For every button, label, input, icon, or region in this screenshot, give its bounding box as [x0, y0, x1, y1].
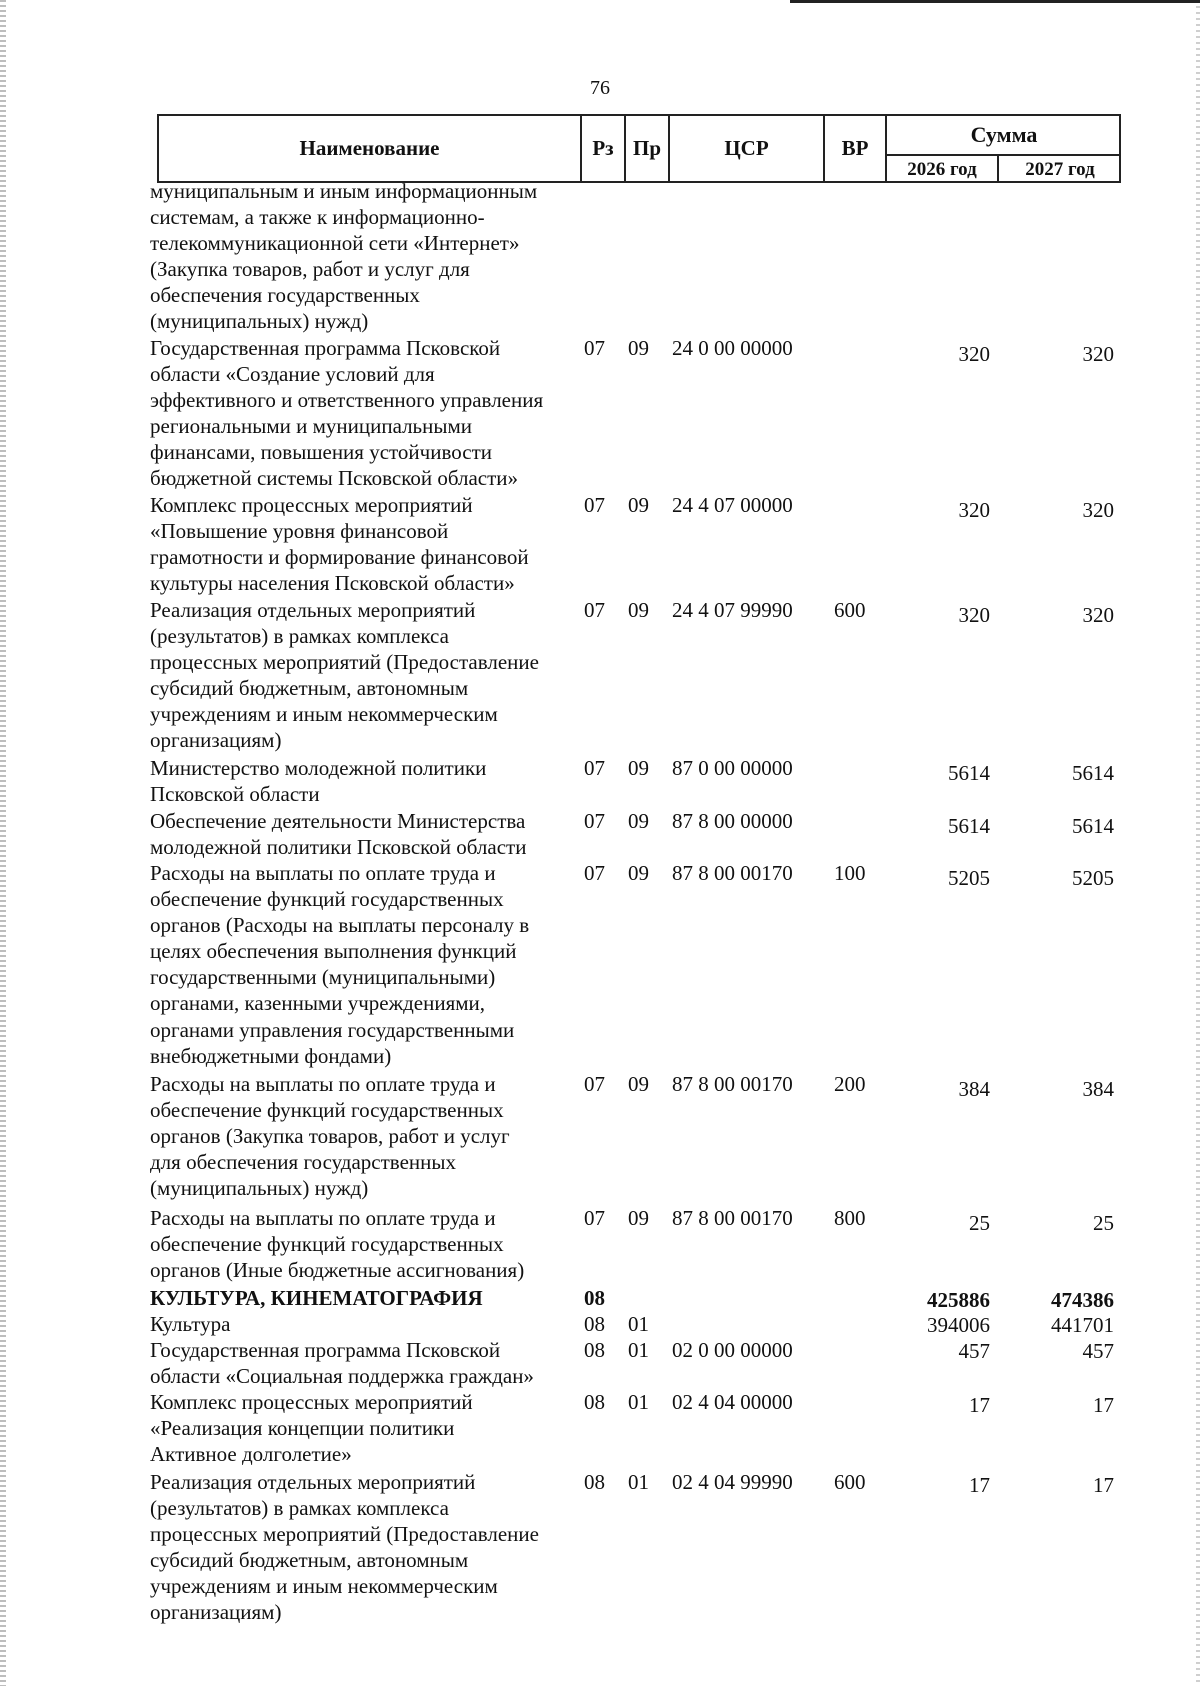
row-csr: 87 8 00 00000 [672, 809, 793, 833]
row-csr: 87 8 00 00170 [672, 861, 793, 885]
row-pr: 09 [628, 1072, 649, 1096]
row-value-2027: 441701 [1051, 1313, 1114, 1337]
table-header [157, 114, 1121, 183]
row-pr: 01 [628, 1470, 649, 1494]
row-value-2027: 5614 [1072, 814, 1114, 838]
header-name: Наименование [299, 136, 440, 160]
row-rz: 08 [584, 1286, 605, 1310]
row-rz: 07 [584, 493, 605, 517]
scan-edge-left [0, 0, 6, 1686]
row-csr: 24 4 07 99990 [672, 598, 793, 622]
row-csr: 24 4 07 00000 [672, 493, 793, 517]
header-sum-divider [887, 154, 1121, 156]
row-pr: 01 [628, 1312, 649, 1336]
row-rz: 08 [584, 1390, 605, 1414]
row-value-2026: 320 [958, 603, 990, 627]
row-pr: 09 [628, 598, 649, 622]
row-rz: 07 [584, 809, 605, 833]
row-value-2027: 5205 [1072, 866, 1114, 890]
row-value-2026: 394006 [927, 1313, 990, 1337]
row-pr: 09 [628, 493, 649, 517]
row-pr: 01 [628, 1390, 649, 1414]
row-name: муниципальным и иным информационным системам, а также к информационно- телекоммуникационной сети «Интернет» (Закупка товаров, работ и услуг для обеспечения государственных (муниципальных) нужд) [150, 179, 538, 334]
row-name: Расходы на выплаты по оплате труда и обеспечение функций государственных органов (Расходы на выплаты персоналу в целях обеспечения выполнения функций государственными (муниципальными) органами, казенными учреждениями, органами управления государственными внебюджетными фондами) [150, 861, 530, 1068]
header-pr: Пр [632, 136, 661, 160]
page-number: 76 [590, 77, 610, 99]
row-rz: 07 [584, 1072, 605, 1096]
row-vr: 100 [834, 861, 866, 885]
row-name: Культура [150, 1312, 231, 1336]
row-value-2026: 17 [969, 1473, 990, 1497]
row-name: Обеспечение деятельности Министерства молодежной политики Псковской области [150, 809, 527, 860]
row-value-2026: 384 [958, 1077, 990, 1101]
row-name: Государственная программа Псковской области «Социальная поддержка граждан» [150, 1338, 534, 1389]
row-csr: 02 4 04 00000 [672, 1390, 793, 1414]
row-value-2026: 5614 [948, 814, 990, 838]
row-pr: 01 [628, 1338, 649, 1362]
row-value-2026: 25 [969, 1211, 990, 1235]
row-rz: 07 [584, 861, 605, 885]
header-csr: ЦСР [724, 136, 769, 160]
row-value-2027: 384 [1082, 1077, 1114, 1101]
row-value-2026: 5205 [948, 866, 990, 890]
header-sum: Сумма [970, 122, 1038, 147]
row-name: Министерство молодежной политики Псковской области [150, 756, 487, 807]
row-value-2026: 17 [969, 1393, 990, 1417]
header-year-2026: 2026 год [907, 159, 977, 180]
row-vr: 200 [834, 1072, 866, 1096]
row-csr: 24 0 00 00000 [672, 336, 793, 360]
scan-edge-right [1196, 0, 1200, 1686]
row-value-2026: 320 [958, 342, 990, 366]
row-csr: 02 4 04 99990 [672, 1470, 793, 1494]
row-value-2027: 17 [1093, 1393, 1114, 1417]
row-vr: 600 [834, 598, 866, 622]
row-vr: 600 [834, 1470, 866, 1494]
header-vr: ВР [841, 136, 869, 160]
top-rule [790, 0, 1200, 3]
row-value-2027: 320 [1082, 342, 1114, 366]
header-year-2027: 2027 год [1025, 159, 1095, 180]
row-value-2027: 25 [1093, 1211, 1114, 1235]
row-value-2026: 5614 [948, 761, 990, 785]
row-rz: 07 [584, 336, 605, 360]
row-rz: 07 [584, 756, 605, 780]
row-pr: 09 [628, 1206, 649, 1230]
row-value-2026: 425886 [927, 1288, 990, 1312]
header-rz: Рз [592, 136, 614, 160]
row-name: Реализация отдельных мероприятий (результатов) в рамках комплекса процессных мероприятий (Предоставление субсидий бюджетным, автономным учреждениям и иным некоммерческим организациям) [150, 1470, 539, 1625]
row-rz: 07 [584, 1206, 605, 1230]
section-title: КУЛЬТУРА, КИНЕМАТОГРАФИЯ [150, 1286, 483, 1310]
row-csr: 02 0 00 00000 [672, 1338, 793, 1362]
row-rz: 07 [584, 598, 605, 622]
row-value-2026: 320 [958, 498, 990, 522]
row-value-2027: 17 [1093, 1473, 1114, 1497]
row-csr: 87 8 00 00170 [672, 1206, 793, 1230]
row-name: Комплекс процессных мероприятий «Реализация концепции политики Активное долголетие» [150, 1390, 473, 1467]
row-pr: 09 [628, 861, 649, 885]
row-pr: 09 [628, 809, 649, 833]
row-csr: 87 0 00 00000 [672, 756, 793, 780]
row-pr: 09 [628, 756, 649, 780]
row-vr: 800 [834, 1206, 866, 1230]
row-name: Реализация отдельных мероприятий (результатов) в рамках комплекса процессных мероприятий (Предоставление субсидий бюджетным, автономным учреждениям и иным некоммерческим организациям) [150, 598, 539, 753]
row-value-2027: 5614 [1072, 761, 1114, 785]
row-value-2027: 457 [1082, 1339, 1114, 1363]
row-name: Государственная программа Псковской области «Создание условий для эффективного и ответственного управления региональными и муниципальными финансами, повышения устойчивости бюджетной системы Псковской области» [150, 336, 544, 491]
row-name: Расходы на выплаты по оплате труда и обеспечение функций государственных органов (Иные бюджетные ассигнования) [150, 1206, 525, 1283]
row-name: Комплекс процессных мероприятий «Повышение уровня финансовой грамотности и формирование финансовой культуры населения Псковской области» [150, 493, 529, 596]
row-csr: 87 8 00 00170 [672, 1072, 793, 1096]
row-rz: 08 [584, 1312, 605, 1336]
row-value-2026: 457 [958, 1339, 990, 1363]
row-name: Расходы на выплаты по оплате труда и обеспечение функций государственных органов (Закупка товаров, работ и услуг для обеспечения государственных (муниципальных) нужд) [150, 1072, 510, 1201]
row-value-2027: 320 [1082, 603, 1114, 627]
row-rz: 08 [584, 1338, 605, 1362]
row-pr: 09 [628, 336, 649, 360]
row-value-2027: 320 [1082, 498, 1114, 522]
row-value-2027: 474386 [1051, 1288, 1114, 1312]
row-rz: 08 [584, 1470, 605, 1494]
